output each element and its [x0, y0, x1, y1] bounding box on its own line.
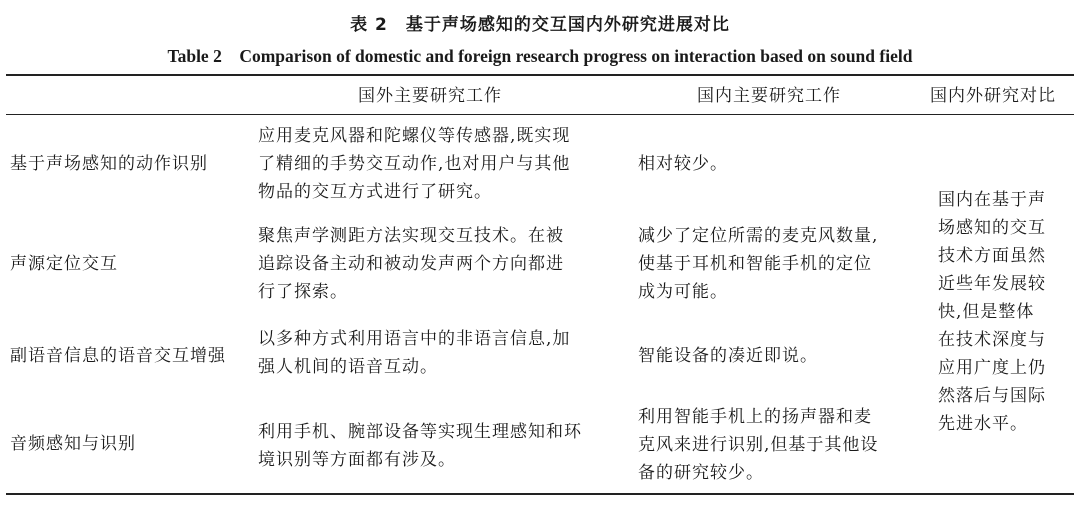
- foreign-work-cell: [258, 418, 582, 474]
- domestic-work-cell: [638, 150, 728, 178]
- header-domestic: 国内主要研究工作: [697, 86, 841, 106]
- cell-line: 应用广度上仍: [938, 358, 1046, 378]
- cell-line: 然落后与国际: [938, 386, 1046, 406]
- foreign-work-cell: [258, 325, 570, 381]
- cell-line: 使基于耳机和智能手机的定位: [638, 254, 872, 274]
- domestic-work-cell: [638, 403, 878, 487]
- cell-line: 克风来进行识别,但基于其他设: [638, 435, 879, 455]
- cell-line: 利用智能手机上的扬声器和麦: [638, 407, 872, 427]
- cell-line: 利用手机、腕部设备等实现生理感知和环: [258, 422, 582, 442]
- row-label: 声源定位交互: [10, 254, 118, 274]
- header-rule: [6, 114, 1074, 115]
- cell-line: 快,但是整体: [938, 302, 1035, 322]
- header-foreign: 国外主要研究工作: [358, 86, 502, 106]
- cell-line: 聚焦声学测距方法实现交互技术。在被: [258, 226, 564, 246]
- cell-line: 以多种方式利用语言中的非语言信息,加: [258, 329, 571, 349]
- foreign-work-cell: [258, 122, 570, 206]
- row-label: 基于声场感知的动作识别: [10, 154, 208, 174]
- cell-line: 行了探索。: [258, 282, 348, 302]
- foreign-work-cell: [258, 222, 564, 306]
- cell-line: 智能设备的凑近即说。: [638, 346, 818, 366]
- row-label: 音频感知与识别: [10, 434, 136, 454]
- cell-line: 在技术深度与: [938, 330, 1046, 350]
- cell-line: 场感知的交互: [938, 218, 1046, 238]
- bottom-rule: [6, 493, 1074, 495]
- cell-line: 应用麦克风器和陀螺仪等传感器,既实现: [258, 126, 571, 146]
- cell-line: 强人机间的语音互动。: [258, 357, 438, 377]
- cell-line: 国内在基于声: [938, 190, 1046, 210]
- top-rule: [6, 74, 1074, 76]
- cell-line: 物品的交互方式进行了研究。: [258, 182, 492, 202]
- table-caption-en: Table 2 Comparison of domestic and foreign research progress on interaction based on sound field: [167, 46, 913, 66]
- cell-line: 境识别等方面都有涉及。: [258, 450, 456, 470]
- cell-line: 成为可能。: [638, 282, 728, 302]
- cell-line: 近些年发展较: [938, 274, 1046, 294]
- cell-line: 了精细的手势交互动作,也对用户与其他: [258, 154, 571, 174]
- cell-line: 追踪设备主动和被动发声两个方向都进: [258, 254, 564, 274]
- cell-line: 技术方面虽然: [938, 246, 1046, 266]
- cell-line: 先进水平。: [938, 414, 1028, 434]
- row-label: 副语音信息的语音交互增强: [10, 346, 226, 366]
- domestic-work-cell: [638, 342, 818, 370]
- comparison-cell: [938, 186, 1046, 438]
- header-comparison: 国内外研究对比: [930, 86, 1056, 106]
- domestic-work-cell: [638, 222, 878, 306]
- cell-line: 相对较少。: [638, 154, 728, 174]
- cell-line: 备的研究较少。: [638, 463, 764, 483]
- cell-line: 减少了定位所需的麦克风数量,: [638, 226, 879, 246]
- table-caption-zh: 表 2 基于声场感知的交互国内外研究进展对比: [350, 15, 730, 35]
